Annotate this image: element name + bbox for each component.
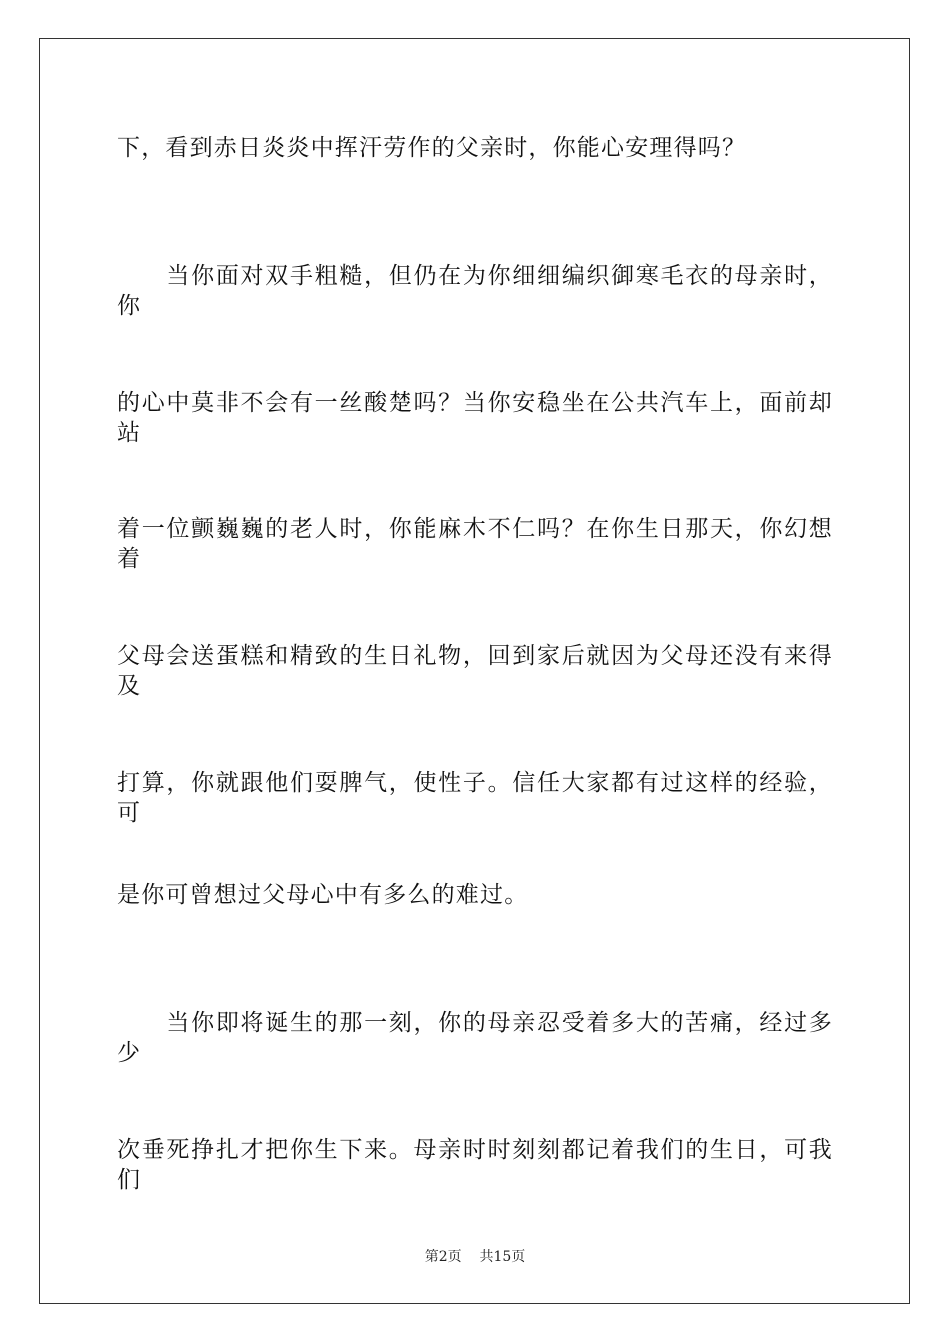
page-footer [0,1248,950,1266]
text-line-1: 下，看到赤日炎炎中挥汗劳作的父亲时，你能心安理得吗？ [117,135,747,161]
text-line-3: 的心中莫非不会有一丝酸楚吗？当你安稳坐在公共汽车上，面前却站 [117,390,833,446]
text-line-2: 当你面对双手粗糙，但仍在为你细细编织御寒毛衣的母亲时，你 [117,263,833,319]
text-line-6: 打算，你就跟他们耍脾气，使性子。信任大家都有过这样的经验，可 [117,770,833,826]
page-number: 第2页 [424,1249,462,1265]
text-line-4: 着一位颤巍巍的老人时，你能麻木不仁吗？在你生日那天，你幻想着 [117,516,833,572]
text-line-5: 父母会送蛋糕和精致的生日礼物，回到家后就因为父母还没有来得及 [117,643,833,699]
text-line-9: 次垂死挣扎才把你生下来。母亲时时刻刻都记着我们的生日，可我们 [117,1137,833,1193]
text-line-7: 是你可曾想过父母心中有多么的难过。 [117,882,529,908]
text-line-8: 当你即将诞生的那一刻，你的母亲忍受着多大的苦痛，经过多少 [117,1010,833,1066]
total-pages: 共15页 [479,1249,526,1265]
